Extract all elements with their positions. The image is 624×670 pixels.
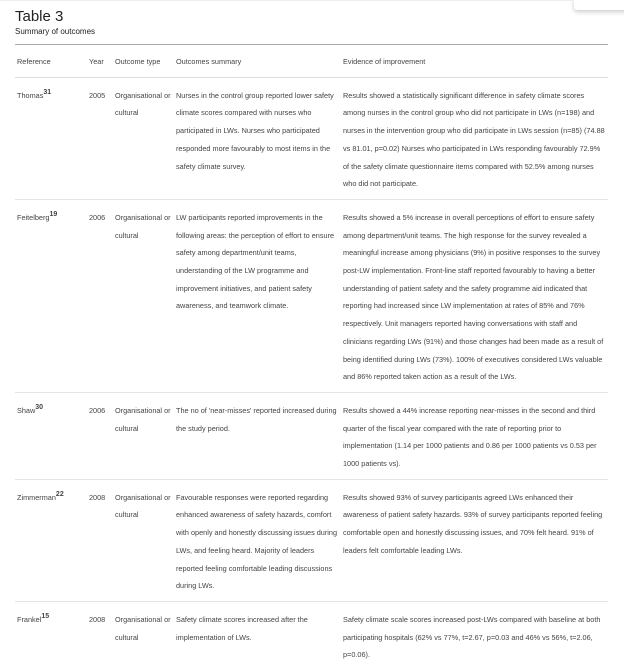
- table-subtitle: Summary of outcomes: [15, 27, 96, 36]
- reference-cell: [15, 601, 89, 670]
- outcomes-summary-cell: Safety climate scores increased after the implementation of LWs.: [176, 614, 308, 642]
- reference-cell: [15, 77, 89, 199]
- year-cell: 2006: [89, 392, 115, 479]
- table-row: [15, 479, 608, 601]
- reference-cell: [15, 392, 89, 479]
- evidence-cell: Results showed a 44% increase reporting near-misses in the second and third quarter of the fiscal year compared with the rate of reporting prior to implementation (1.14 per 1000 patients and 0.86 per 1000 patients vs 0.53 per 1000 patients vs).: [343, 392, 608, 479]
- reference-name: Zimmerman: [17, 492, 56, 502]
- outcomes-table: [15, 45, 608, 670]
- reference-cell: [15, 479, 89, 601]
- evidence-cell: Results showed a 5% increase in overall perceptions of effort to ensure safety among department/unit teams. The high response for the survey revealed a meaningful increase among physicians (9%) in positive responses to the survey post-LW implementation. Front-line staff reported favourably to having a better understanding of patient safety and the safety programme aid indicated that reporting had increased since LW implementation at rates of 85% and 76% respectively. Unit managers reported having conversations with staff and clinicians regarding LWs (91%) and those changes had been made as a result of being identified during LWs (73%). 100% of executives considered LWs valuable and 86% reported taken action as a result of the LWs.: [343, 199, 608, 392]
- year-cell: 2008: [89, 479, 115, 601]
- reference-name: Feitelberg: [17, 212, 50, 222]
- table-title: Table 3: [15, 8, 64, 25]
- header-outcomes-summary: Outcomes summary: [176, 45, 343, 77]
- outcomes-summary-cell: The no of 'near-misses' reported increased during the study period.: [176, 392, 343, 479]
- outcome-type-cell: Organisational or cultural: [115, 77, 176, 199]
- table-row: [15, 601, 608, 670]
- reference-link[interactable]: 15: [41, 612, 50, 620]
- reference-cell: [15, 199, 89, 392]
- outcomes-summary-cell: Favourable responses were reported regarding enhanced awareness of safety hazards, comfort with openly and honestly discussing issues during LWs, and feeling heard. Majority of leaders reported feeling comfortable leading discussions during LWs.: [176, 479, 343, 601]
- table-header-row: [15, 45, 608, 77]
- outcome-type-cell: Organisational or cultural: [115, 392, 176, 479]
- reference-name: Shaw: [17, 405, 36, 415]
- evidence-cell: Results showed a statistically significant difference in safety climate scores among nurses in the control group who did not participate in LWs (n=198) and nurses in the intervention group who did participate in LWs session (n=85) (74.88 vs 81.01, p=0.02) Nurses who participated in LWs responding favourably 72.9% of the safety climate questionnaire items compared with 52.5% among nurses who did not participate.: [343, 77, 608, 199]
- reference-link[interactable]: 22: [55, 490, 64, 498]
- year-cell: 2005: [89, 77, 115, 199]
- outcomes-summary-cell: LW participants reported improvements in the following areas: the perception of effort to ensure safety among department/unit teams, understanding of the LW programme and improvement initiatives, and patient safety awareness, and teamwork climate.: [176, 199, 343, 392]
- year-cell: 2006: [89, 199, 115, 392]
- evidence-cell: Results showed 93% of survey participants agreed LWs enhanced their awareness of patient safety hazards. 93% of survey participants reported feeling comfortable open and honestly discussing issues, and 70% felt heard. 91% of leaders felt comfortable leading LWs.: [343, 479, 608, 601]
- floating-panel: [574, 0, 624, 10]
- table-row: [15, 199, 608, 392]
- outcome-type-cell: Organisational or cultural: [115, 199, 176, 392]
- reference-name: Thomas: [17, 90, 44, 100]
- reference-link[interactable]: 30: [35, 403, 44, 411]
- outcome-type-cell: Organisational or cultural: [115, 614, 171, 642]
- outcome-type-cell: Organisational or cultural: [115, 479, 176, 601]
- header-outcome-type: Outcome type: [115, 45, 176, 77]
- reference-link[interactable]: 31: [43, 88, 52, 96]
- page-top-border: [0, 0, 572, 1]
- reference-link[interactable]: 19: [49, 210, 58, 218]
- header-reference: Reference: [15, 45, 89, 77]
- header-evidence: Evidence of improvement: [343, 45, 608, 77]
- outcomes-summary-cell: Nurses in the control group reported lower safety climate scores compared with nurses who participated in LWs. Nurses who participated responded more favourably to most items in the safety climate survey.: [176, 77, 343, 199]
- header-year: Year: [89, 45, 115, 77]
- table-row: [15, 392, 608, 479]
- evidence-cell: Safety climate scale scores increased post-LWs compared with baseline at both participating hospitals (62% vs 77%, t=2.67, p=0.03 and 46% vs 56%, t=2.06, p=0.06).: [343, 614, 601, 660]
- reference-name: Frankel: [17, 614, 42, 624]
- table-row: [15, 77, 608, 199]
- year-cell: 2008: [89, 614, 106, 624]
